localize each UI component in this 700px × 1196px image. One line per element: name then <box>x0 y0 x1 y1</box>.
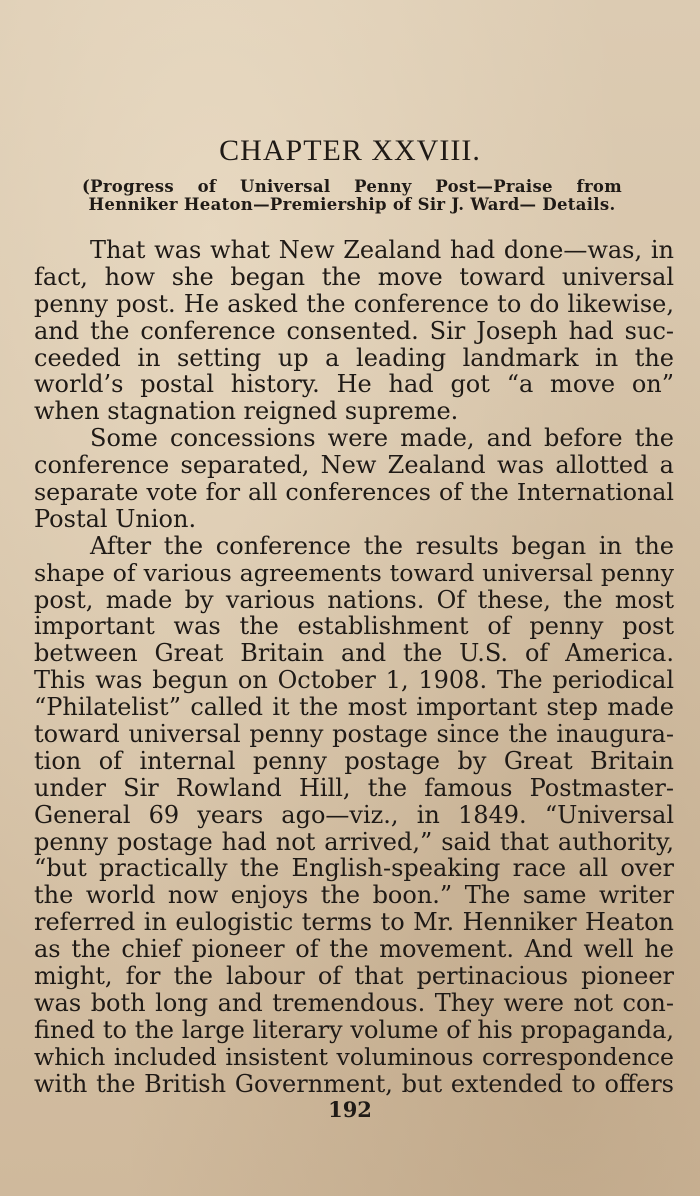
text-line: and the conference consented. Sir Joseph had suc- <box>34 316 674 345</box>
text-line: Some concessions were made, and before the <box>90 424 674 453</box>
text-line: After the conference the results began in the <box>90 531 674 560</box>
text-line: post, made by various nations. Of these, the most <box>34 585 674 614</box>
text-line: as the chief pioneer of the movement. And well he <box>34 935 674 964</box>
text-line: with the British Government, but extended to offers <box>34 1069 674 1098</box>
text-line: ceeded in setting up a leading landmark in the <box>34 343 674 372</box>
text-line: toward universal penny postage since the inaugura- <box>34 720 674 749</box>
chapter-summary: (Progress of Universal Penny Post—Praise from Henniker Heaton—Premiership of Sir J. Ward— Details. <box>82 177 622 214</box>
text-line: referred in eulogistic terms to Mr. Henniker Heaton <box>34 908 674 937</box>
text-line: penny postage had not arrived,” said that authority, <box>34 827 674 856</box>
chapter-heading: CHAPTER XXVIII. <box>219 134 481 167</box>
body-text <box>34 237 674 1098</box>
text-line: under Sir Rowland Hill, the famous Postmaster- <box>34 773 674 802</box>
text-line: might, for the labour of that pertinacious pioneer <box>34 962 674 991</box>
text-line: tion of internal penny postage by Great Britain <box>34 746 674 775</box>
text-line: separate vote for all conferences of the International <box>34 478 674 507</box>
text-line: “but practically the English-speaking race all over <box>34 854 674 883</box>
text-line: That was what New Zealand had done—was, in <box>90 236 674 264</box>
text-line: was both long and tremendous. They were not con- <box>34 988 674 1017</box>
text-line: shape of various agreements toward universal penny <box>34 558 674 587</box>
text-line: This was begun on October 1, 1908. The periodical <box>34 666 674 695</box>
text-line: world’s postal history. He had got “a move on” <box>34 370 674 399</box>
text-line: which included insistent voluminous correspondence <box>34 1042 674 1071</box>
text-line: fact, how she began the move toward universal <box>34 262 674 291</box>
text-line: “Philatelist” called it the most important step made <box>34 693 674 722</box>
text-line: Postal Union. <box>34 504 197 533</box>
text-line: penny post. He asked the conference to do likewise, <box>34 289 674 318</box>
text-line: the world now enjoys the boon.” The same writer <box>34 881 674 910</box>
text-line: between Great Britain and the U.S. of America. <box>34 639 674 668</box>
text-line: important was the establishment of penny post <box>34 612 674 641</box>
text-line: when stagnation reigned supreme. <box>34 397 459 426</box>
text-line: conference separated, New Zealand was allotted a <box>34 451 674 480</box>
page-number: 192 <box>328 1097 372 1122</box>
text-line: General 69 years ago—viz., in 1849. “Universal <box>34 800 674 829</box>
text-line: fined to the large literary volume of his propaganda, <box>34 1015 674 1044</box>
